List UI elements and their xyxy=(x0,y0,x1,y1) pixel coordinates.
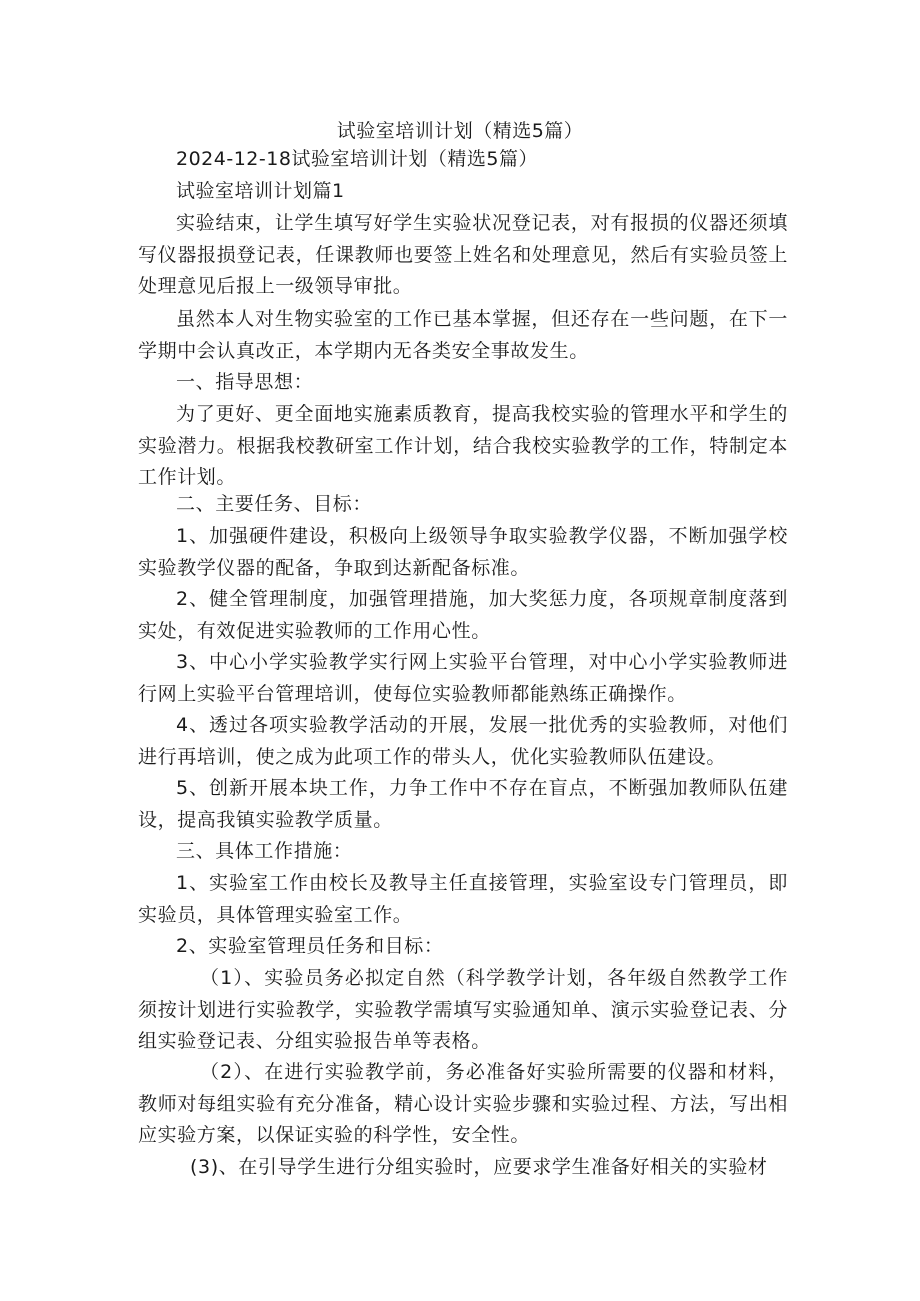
paragraph-summary: 虽然本人对生物实验室的工作已基本掌握，但还存在一些问题，在下一学期中会认真改正，本学期内无各类安全事故发生。 xyxy=(138,308,788,362)
date-line: 2024-12-18试验室培训计划（精选5篇） xyxy=(176,148,539,170)
paragraph-guiding-thought: 为了更好、更全面地实施素质教育，提高我校实验的管理水平和学生的实验潜力。根据我校教研室工作计划，结合我校实验教学的工作，特制定本工作计划。 xyxy=(138,403,788,488)
list-item: （2）、在进行实验教学前，务必准备好实验所需要的仪器和材料，教师对每组实验有充分准备，精心设计实验步骤和实验过程、方法，写出相应实验方案，以保证实验的科学性，安全性。 xyxy=(138,1061,788,1146)
list-item: (3)、在引导学生进行分组实验时，应要求学生准备好相关的实验材 xyxy=(190,1156,768,1178)
list-item: 3、中心小学实验教学实行网上实验平台管理，对中心小学实验教师进行网上实验平台管理培训，使每位实验教师都能熟练正确操作。 xyxy=(138,651,788,705)
article-subtitle: 试验室培训计划篇1 xyxy=(176,180,345,202)
list-item: 4、透过各项实验教学活动的开展，发展一批优秀的实验教师，对他们进行再培训，使之成为此项工作的带头人，优化实验教师队伍建设。 xyxy=(138,714,788,768)
heading-guiding-thought: 一、指导思想： xyxy=(176,371,314,393)
list-item: 1、加强硬件建设，积极向上级领导争取实验教学仪器，不断加强学校实验教学仪器的配备，争取到达新配备标准。 xyxy=(138,525,788,579)
list-item: 5、创新开展本块工作，力争工作中不存在盲点，不断强加教师队伍建设，提高我镇实验教学质量。 xyxy=(138,777,788,831)
list-item: 1、实验室工作由校长及教导主任直接管理，实验室设专门管理员，即实验员，具体管理实验室工作。 xyxy=(138,872,788,926)
paragraph-experiment-end: 实验结束，让学生填写好学生实验状况登记表，对有报损的仪器还须填写仪器报损登记表，任课教师也要签上姓名和处理意见，然后有实验员签上处理意见后报上一级领导审批。 xyxy=(138,212,788,297)
list-item: （1）、实验员务必拟定自然（科学教学计划，各年级自然教学工作须按计划进行实验教学，实验教学需填写实验通知单、演示实验登记表、分组实验登记表、分组实验报告单等表格。 xyxy=(138,967,788,1052)
heading-work-measures: 三、具体工作措施： xyxy=(176,840,353,862)
heading-main-tasks: 二、主要任务、目标： xyxy=(176,493,373,515)
heading-lab-admin-tasks: 2、实验室管理员任务和目标： xyxy=(176,935,444,957)
page-title: 试验室培训计划（精选5篇） xyxy=(336,120,584,142)
list-item: 2、健全管理制度，加强管理措施，加大奖惩力度，各项规章制度落到实处，有效促进实验教师的工作用心性。 xyxy=(138,588,788,642)
